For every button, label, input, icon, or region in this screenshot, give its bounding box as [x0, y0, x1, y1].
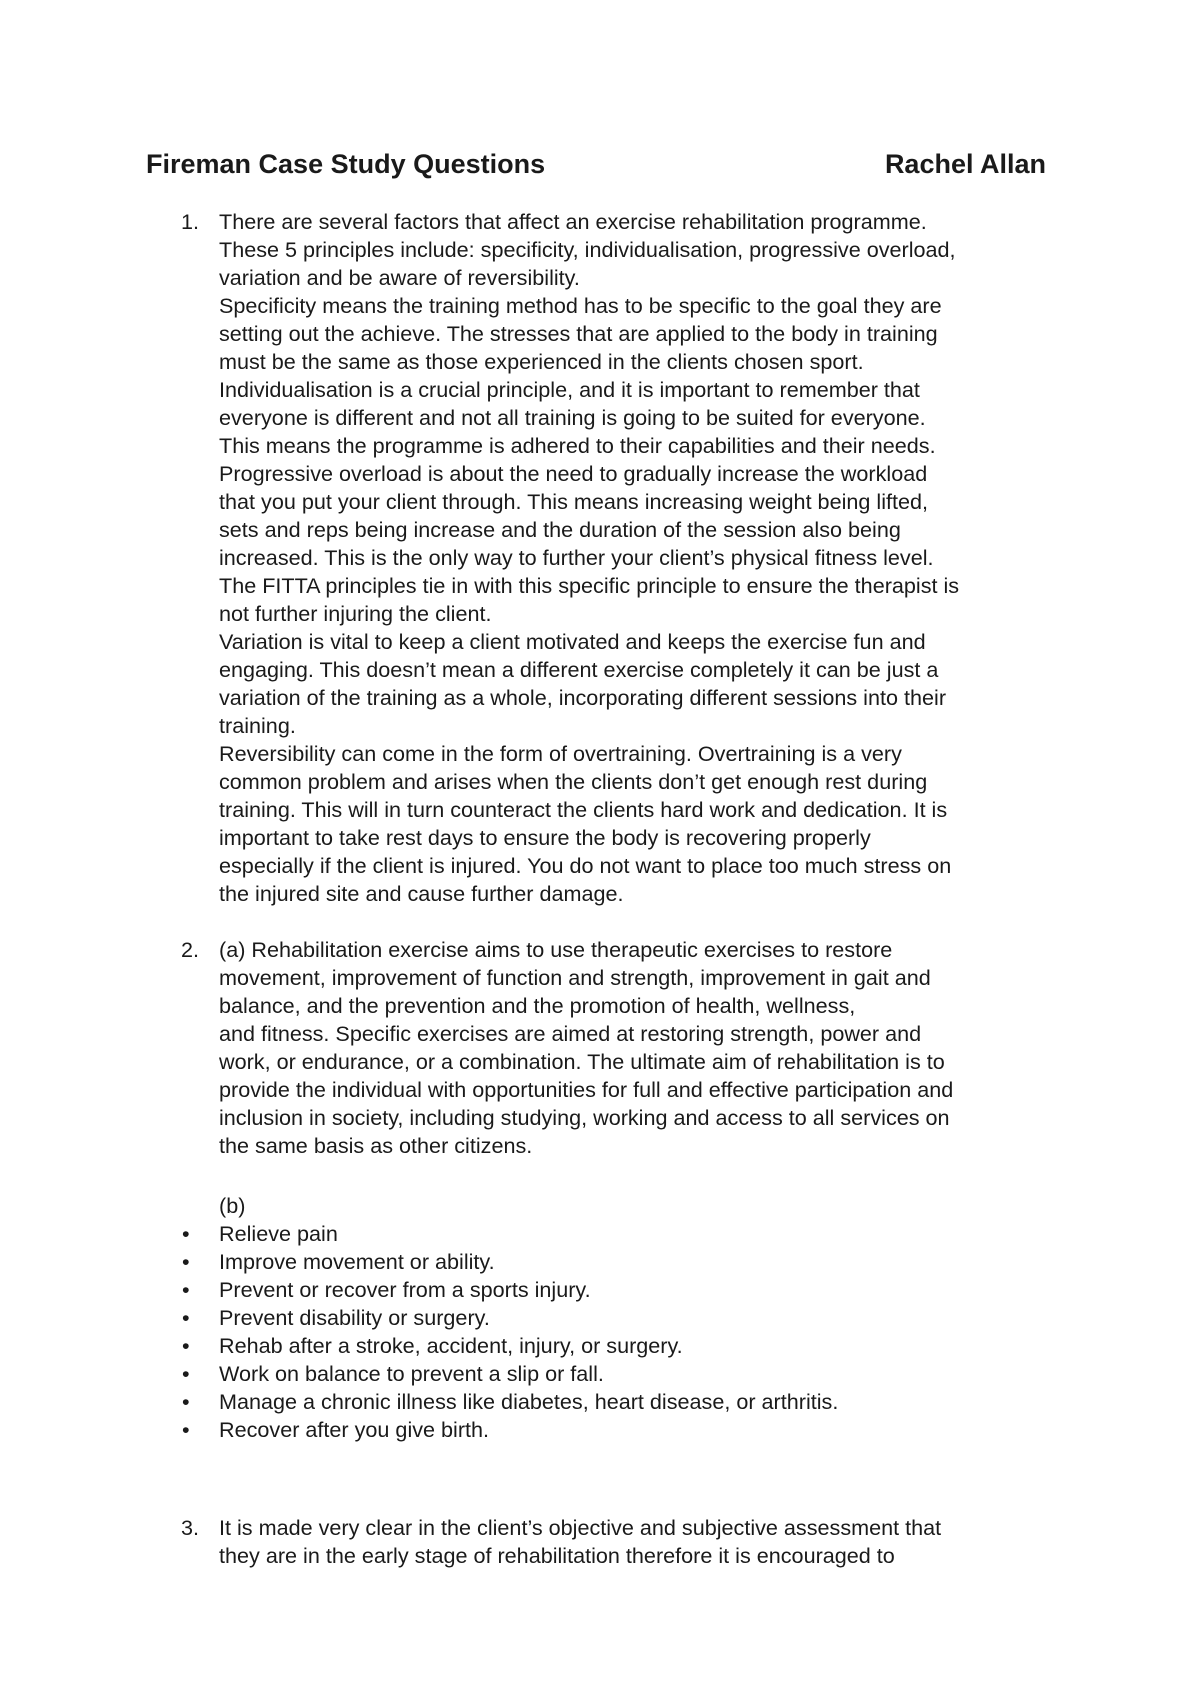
answer-line: the injured site and cause further damage.	[219, 881, 624, 906]
bullet-marker: •	[182, 1389, 190, 1414]
answer-line: training.	[219, 713, 296, 738]
bullet-item: Manage a chronic illness like diabetes, heart disease, or arthritis.	[219, 1389, 839, 1414]
answer-line: It is made very clear in the client’s objective and subjective assessment that	[219, 1515, 942, 1540]
bullet-marker: •	[182, 1305, 190, 1330]
bullet-item: Recover after you give birth.	[219, 1417, 490, 1442]
bullet-item: Rehab after a stroke, accident, injury, or surgery.	[219, 1333, 683, 1358]
question-number: 3.	[181, 1515, 200, 1540]
answer-line: This means the programme is adhered to their capabilities and their needs.	[219, 433, 936, 458]
answer-line: Individualisation is a crucial principle, and it is important to remember that	[219, 377, 920, 402]
answer-line: The FITTA principles tie in with this specific principle to ensure the therapist is	[219, 573, 960, 598]
answer-line: and fitness. Specific exercises are aimed at restoring strength, power and	[219, 1021, 922, 1046]
answer-line: movement, improvement of function and strength, improvement in gait and	[219, 965, 931, 990]
answer-line: increased. This is the only way to further your client’s physical fitness level.	[219, 545, 934, 570]
bullet-marker: •	[182, 1361, 190, 1386]
bullet-item: Prevent disability or surgery.	[219, 1305, 490, 1330]
bullet-marker: •	[182, 1249, 190, 1274]
answer-line: inclusion in society, including studying, working and access to all services on	[219, 1105, 950, 1130]
answer-line: important to take rest days to ensure the body is recovering properly	[219, 825, 871, 850]
answer-line: balance, and the prevention and the promotion of health, wellness,	[219, 993, 856, 1018]
answer-line: common problem and arises when the clients don’t get enough rest during	[219, 769, 928, 794]
answer-line: Reversibility can come in the form of overtraining. Overtraining is a very	[219, 741, 902, 766]
bullet-marker: •	[182, 1221, 190, 1246]
bullet-marker: •	[182, 1277, 190, 1302]
answer-line: especially if the client is injured. You do not want to place too much stress on	[219, 853, 952, 878]
bullet-item: Prevent or recover from a sports injury.	[219, 1277, 591, 1302]
answer-line: must be the same as those experienced in the clients chosen sport.	[219, 349, 864, 374]
question-number: 1.	[181, 209, 200, 234]
answer-line: Variation is vital to keep a client motivated and keeps the exercise fun and	[219, 629, 926, 654]
bullet-marker: •	[182, 1333, 190, 1358]
answer-line: provide the individual with opportunities for full and effective participation and	[219, 1077, 954, 1102]
answer-line: work, or endurance, or a combination. The ultimate aim of rehabilitation is to	[219, 1049, 945, 1074]
answer-line: engaging. This doesn’t mean a different exercise completely it can be just a	[219, 657, 939, 682]
answer-line: training. This will in turn counteract the clients hard work and dedication. It is	[219, 797, 948, 822]
answer-line: they are in the early stage of rehabilitation therefore it is encouraged to	[219, 1543, 895, 1568]
answer-line: everyone is different and not all training is going to be suited for everyone.	[219, 405, 926, 430]
answer-line: variation and be aware of reversibility.	[219, 265, 580, 290]
bullet-marker: •	[182, 1417, 190, 1442]
answer-line: the same basis as other citizens.	[219, 1133, 533, 1158]
subpart-label: (b)	[219, 1193, 246, 1218]
answer-line: There are several factors that affect an exercise rehabilitation programme.	[219, 209, 927, 234]
answer-line: Specificity means the training method has to be specific to the goal they are	[219, 293, 942, 318]
question-number: 2.	[181, 937, 200, 962]
document-title: Fireman Case Study Questions	[146, 149, 546, 179]
answer-line: setting out the achieve. The stresses that are applied to the body in training	[219, 321, 938, 346]
author-name: Rachel Allan	[884, 149, 1046, 179]
document-header	[146, 146, 1046, 182]
bullet-item: Relieve pain	[219, 1221, 338, 1246]
bullet-item: Improve movement or ability.	[219, 1249, 495, 1274]
answer-line: These 5 principles include: specificity, individualisation, progressive overload,	[219, 237, 956, 262]
answer-line: not further injuring the client.	[219, 601, 492, 626]
answer-line: variation of the training as a whole, incorporating different sessions into their	[219, 685, 947, 710]
answer-line: Progressive overload is about the need to gradually increase the workload	[219, 461, 928, 486]
answer-line: (a) Rehabilitation exercise aims to use therapeutic exercises to restore	[219, 937, 893, 962]
bullet-item: Work on balance to prevent a slip or fall.	[219, 1361, 604, 1386]
answer-line: sets and reps being increase and the duration of the session also being	[219, 517, 901, 542]
answer-line: that you put your client through. This means increasing weight being lifted,	[219, 489, 929, 514]
